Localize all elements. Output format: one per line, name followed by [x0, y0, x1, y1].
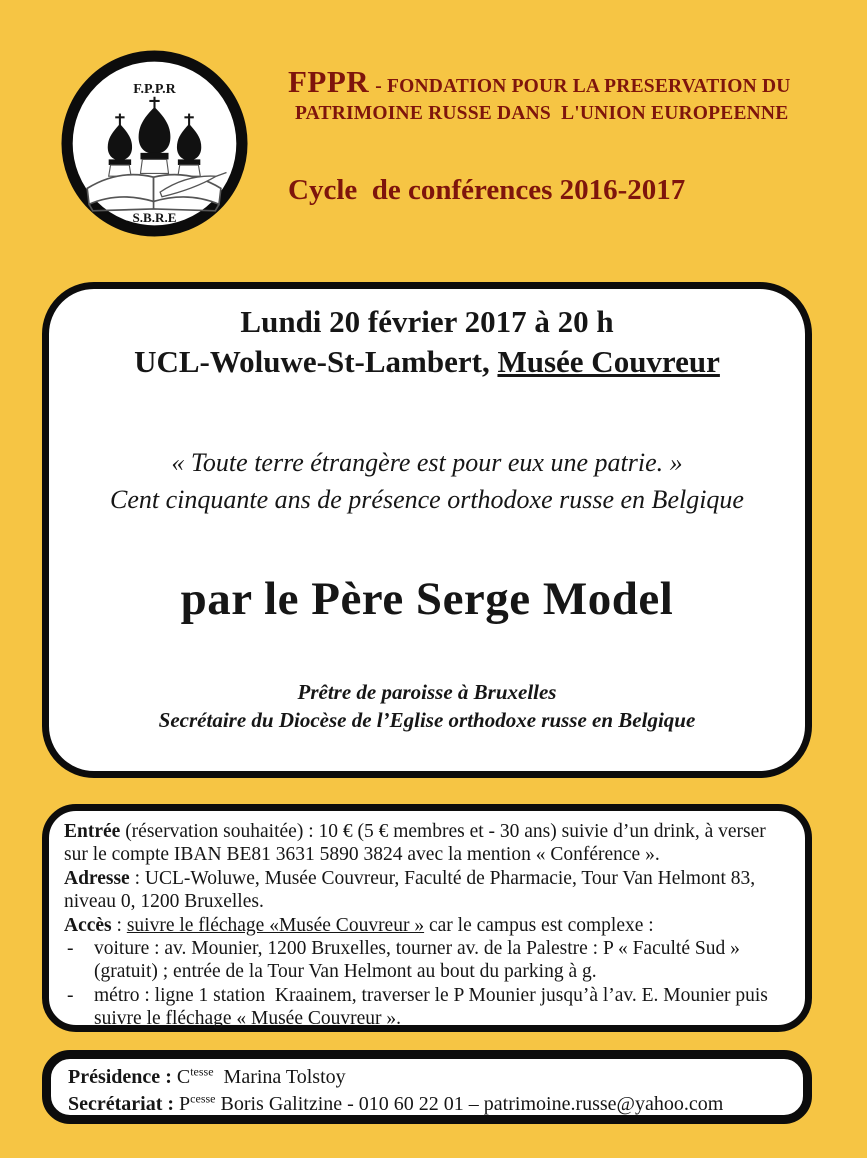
- lecture-quote: « Toute terre étrangère est pour eux une patrie. »: [171, 448, 683, 477]
- org-name-part1: - FONDATION POUR LA PRESERVATION DU: [375, 76, 791, 97]
- fppr-logo-image: [61, 50, 248, 237]
- acces-underlined-text: suivre le fléchage «Musée Couvreur »: [126, 914, 425, 936]
- secretariat-line: [68, 1091, 793, 1118]
- access-bullet-metro: [64, 984, 790, 1031]
- presidence-name: Marina Tolstoy: [213, 1066, 346, 1088]
- presidence-line: [68, 1064, 793, 1091]
- fppr-logo: [61, 50, 248, 237]
- event-box: [42, 282, 812, 778]
- bullet-dash: -: [67, 984, 74, 1006]
- presidence-title-superscript: tesse: [190, 1064, 214, 1079]
- organisation-name-line1: [288, 64, 833, 100]
- conference-cycle-title: Cycle de conférences 2016-2017: [288, 174, 686, 206]
- bullet-car-text: voiture : av. Mounier, 1200 Bruxelles, tourner av. de la Palestre : P « Faculté Sud » (gratuit) ; entrée de la Tour Van Helmont au bout du parking à g.: [94, 938, 745, 983]
- secretariat-title-superscript: cesse: [190, 1091, 216, 1106]
- access-bullet-car: [64, 937, 790, 984]
- logo-top-text: F.P.P.R: [133, 82, 176, 98]
- acces-rest: car le campus est complexe :: [424, 914, 654, 936]
- presidence-title-letter: C: [171, 1066, 191, 1088]
- event-date: Lundi 20 février 2017 à 20 h: [240, 304, 614, 339]
- acces-paragraph: [64, 914, 790, 937]
- speaker-line: par le Père Serge Model: [180, 573, 674, 625]
- contacts-box: [42, 1050, 812, 1124]
- secretariat-label: Secrétariat :: [68, 1093, 175, 1115]
- organisation-header: [288, 64, 833, 125]
- presidence-label: Présidence :: [68, 1066, 172, 1088]
- adresse-paragraph: [64, 867, 790, 914]
- entree-paragraph: [64, 820, 790, 867]
- lecture-title-block: [49, 444, 805, 518]
- venue-museum-name: Musée Couvreur: [497, 344, 720, 379]
- practical-info-box: [42, 804, 812, 1032]
- adresse-text: : UCL-Woluwe, Musée Couvreur, Faculté de Pharmacie, Tour Van Helmont 83, niveau 0, 1200 Bruxelles.: [64, 867, 756, 913]
- adresse-label: Adresse: [64, 867, 130, 889]
- organisation-name-line2: PATRIMOINE RUSSE DANS L'UNION EUROPEENNE: [295, 103, 789, 124]
- secretariat-contact: Boris Galitzine - 010 60 22 01 – patrimoine.russe@yahoo.com: [215, 1093, 724, 1115]
- bullet-metro-text: métro : ligne 1 station Kraainem, traverser le P Mounier jusqu’à l’av. E. Mounier puis suivre le fléchage « Musée Couvreur ».: [94, 984, 773, 1030]
- lecture-subtitle: Cent cinquante ans de présence orthodoxe russe en Belgique: [110, 485, 744, 514]
- org-abbreviation: FPPR: [288, 64, 370, 99]
- speaker-role-2: Secrétaire du Diocèse de l’Eglise orthodoxe russe en Belgique: [158, 708, 696, 732]
- entree-label: Entrée: [64, 821, 121, 842]
- speaker-role-1: Prêtre de paroisse à Bruxelles: [297, 680, 557, 704]
- event-venue: [49, 342, 805, 382]
- logo-bottom-text: S.B.R.E: [132, 210, 177, 226]
- bullet-dash: -: [67, 938, 74, 960]
- speaker-roles: [49, 678, 805, 734]
- acces-separator: :: [111, 914, 127, 936]
- secretariat-title-letter: P: [174, 1093, 191, 1115]
- acces-label: Accès: [64, 914, 112, 936]
- entree-text: (réservation souhaitée) : 10 € (5 € membres et - 30 ans) suivie d’un drink, à verser sur le compte IBAN BE81 3631 5890 3824 avec la mention « Conférence ».: [64, 821, 766, 866]
- venue-prefix: UCL-Woluwe-St-Lambert,: [134, 344, 498, 379]
